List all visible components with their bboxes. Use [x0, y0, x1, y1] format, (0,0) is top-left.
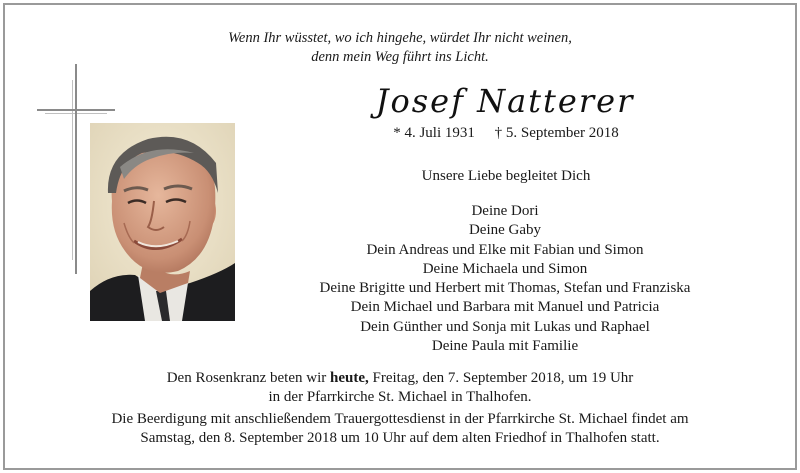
- family-member: Dein Michael und Barbara mit Manuel und Patricia: [350, 299, 660, 316]
- rosary-line-1: [0, 369, 800, 388]
- family-list: [230, 202, 780, 356]
- motto-line-1: Wenn Ihr wüsstet, wo ich hingehe, würdet Ihr nicht weinen,: [228, 30, 572, 46]
- rosary-today: heute,: [329, 370, 369, 386]
- love-line: Unsere Liebe begleitet Dich: [421, 168, 591, 184]
- deceased-name: Josef Natterer: [375, 82, 635, 120]
- rosary-prefix: Den Rosenkranz beten wir: [166, 370, 330, 386]
- rosary-notice: [0, 369, 800, 407]
- birth-date: * 4. Juli 1931: [393, 125, 475, 141]
- family-member: Dein Andreas und Elke mit Fabian und Simon: [366, 241, 644, 258]
- funeral-line-1: Die Beerdigung mit anschließendem Trauergottesdienst in der Pfarrkirche St. Michael findet am: [111, 411, 689, 427]
- family-member: Deine Michaela und Simon: [422, 260, 588, 277]
- portrait-photo: [90, 123, 235, 321]
- family-member: Deine Paula mit Familie: [431, 338, 579, 355]
- rosary-line-2: in der Pfarrkirche St. Michael in Thalhofen.: [268, 389, 532, 405]
- family-member: Deine Brigitte und Herbert mit Thomas, Stefan und Franziska: [319, 280, 691, 297]
- funeral-line-2: Samstag, den 8. September 2018 um 10 Uhr auf dem alten Friedhof in Thalhofen statt.: [140, 430, 660, 446]
- family-member: Dein Günther und Sonja mit Lukas und Raphael: [360, 318, 650, 335]
- funeral-notice: [0, 410, 800, 448]
- motto: [0, 29, 800, 67]
- family-member: Deine Dori: [471, 203, 539, 219]
- family-member: Deine Gaby: [468, 222, 542, 239]
- motto-line-2: denn mein Weg führt ins Licht.: [311, 49, 489, 65]
- life-dates: [346, 125, 666, 142]
- death-date: † 5. September 2018: [494, 125, 619, 141]
- rosary-suffix: Freitag, den 7. September 2018, um 19 Uhr: [368, 370, 634, 386]
